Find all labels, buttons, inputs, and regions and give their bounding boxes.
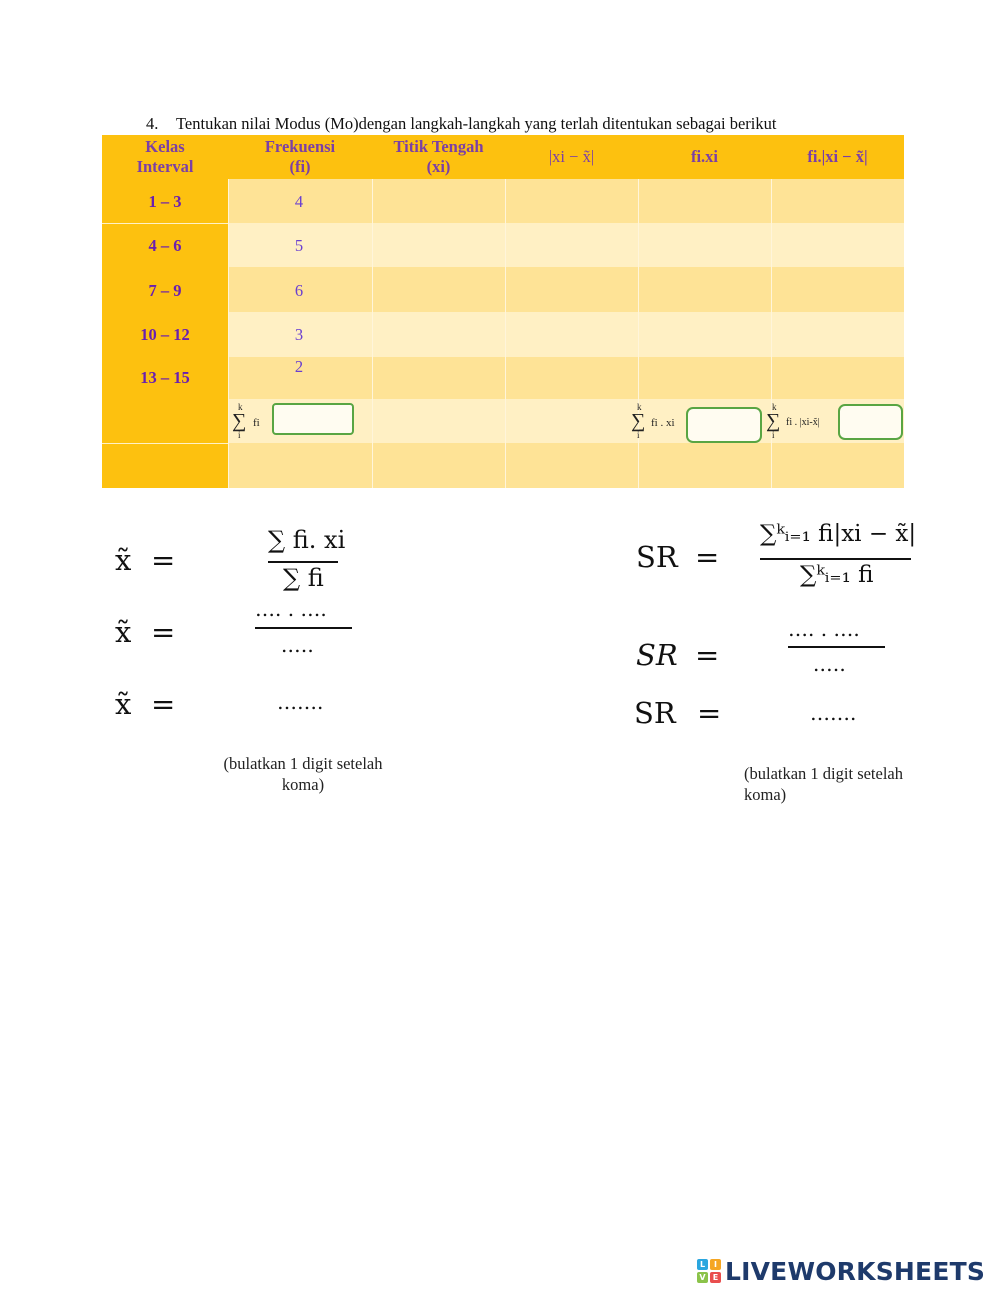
equals-sign: = [697, 696, 722, 730]
sr-blank-result: ……. [810, 701, 857, 725]
rounding-note-left: (bulatkan 1 digit setelah koma) [223, 754, 383, 794]
frequency-table [102, 135, 904, 488]
row-divider [102, 223, 228, 224]
sr-symbol: SR [634, 696, 676, 730]
equals-sign: = [151, 615, 176, 649]
fraction-line [268, 561, 338, 563]
fraction-line [255, 627, 352, 629]
logo-tiles-icon: L I V E [697, 1259, 721, 1283]
rounding-note-right: (bulatkan 1 digit setelah koma) [744, 764, 903, 804]
table-row [228, 312, 904, 357]
mean-blank-denominator: .…. [281, 633, 314, 657]
sum-fiabs-symbol: k ∑ i fi . |xi-x̃| [766, 402, 820, 440]
table-row [228, 179, 904, 223]
column-divider [228, 179, 229, 488]
sr-symbol: SR [636, 540, 678, 574]
header-titik-tengah: Titik Tengah (xi) [393, 137, 484, 176]
mean-blank-result: ……. [277, 690, 324, 714]
kelas-value: 13 – 15 [140, 368, 190, 387]
header-kelas-interval: Kelas Interval [136, 137, 194, 176]
kelas-column [102, 135, 228, 488]
frequency-value: 5 [294, 236, 304, 255]
equals-sign: = [151, 687, 176, 721]
question-number: 4. [146, 114, 159, 133]
equals-sign: = [695, 540, 720, 574]
frequency-value: 4 [294, 192, 304, 211]
sum-fi-input[interactable] [272, 403, 354, 435]
brand-name: LIVEWORKSHEETS [725, 1256, 986, 1286]
header-abs-deviation: |xi − x̃| [548, 147, 595, 166]
mean-blank-numerator: …. . …. [255, 597, 327, 621]
header-fi-xi: fi.xi [690, 147, 719, 166]
kelas-value: 1 – 3 [148, 192, 182, 211]
table-row [228, 443, 904, 488]
sr-blank-denominator: .…. [813, 652, 846, 676]
mean-symbol: x̃ [115, 543, 132, 577]
column-divider [372, 179, 373, 488]
sum-fixi-symbol: k ∑ i fi . xi [631, 402, 675, 440]
equals-sign: = [695, 638, 720, 672]
mean-numerator: ∑ fi. xi [268, 526, 346, 554]
liveworksheets-logo [697, 1257, 985, 1285]
sr-symbol-italic: SR [636, 638, 678, 672]
mean-symbol: x̃ [115, 687, 132, 721]
header-fi-abs-deviation: fi.|xi − x̃| [807, 147, 868, 166]
table-row [228, 223, 904, 267]
fraction-line [760, 558, 911, 560]
frequency-value: 6 [294, 281, 304, 300]
question-text: Tentukan nilai Modus (Mo)dengan langkah-langkah yang terlah ditentukan sebagai berikut [176, 114, 777, 133]
kelas-value: 4 – 6 [148, 236, 182, 255]
frequency-value: 2 [294, 357, 304, 376]
sr-blank-numerator: …. . …. [788, 617, 860, 641]
header-frekuensi: Frekuensi (fi) [264, 137, 336, 176]
sr-numerator: ∑ᵏᵢ₌₁ fi|xi − x̃| [760, 521, 917, 547]
table-row [228, 357, 904, 399]
kelas-value: 10 – 12 [140, 325, 190, 344]
sum-fixi-input[interactable] [686, 407, 762, 443]
mean-symbol: x̃ [115, 615, 132, 649]
instruction-text [146, 114, 776, 134]
sr-denominator: ∑ᵏᵢ₌₁ fi [800, 562, 874, 588]
column-divider [505, 179, 506, 488]
fraction-line [788, 646, 885, 648]
sum-fi-symbol: k ∑ i fi [232, 402, 260, 440]
row-divider [102, 443, 228, 444]
sum-fiabs-input[interactable] [838, 404, 903, 440]
table-row [228, 267, 904, 312]
mean-denominator: ∑ fi [283, 564, 324, 592]
frequency-value: 3 [294, 325, 304, 344]
column-divider [771, 179, 772, 488]
equals-sign: = [151, 543, 176, 577]
kelas-value: 7 – 9 [148, 281, 182, 300]
column-divider [638, 179, 639, 488]
